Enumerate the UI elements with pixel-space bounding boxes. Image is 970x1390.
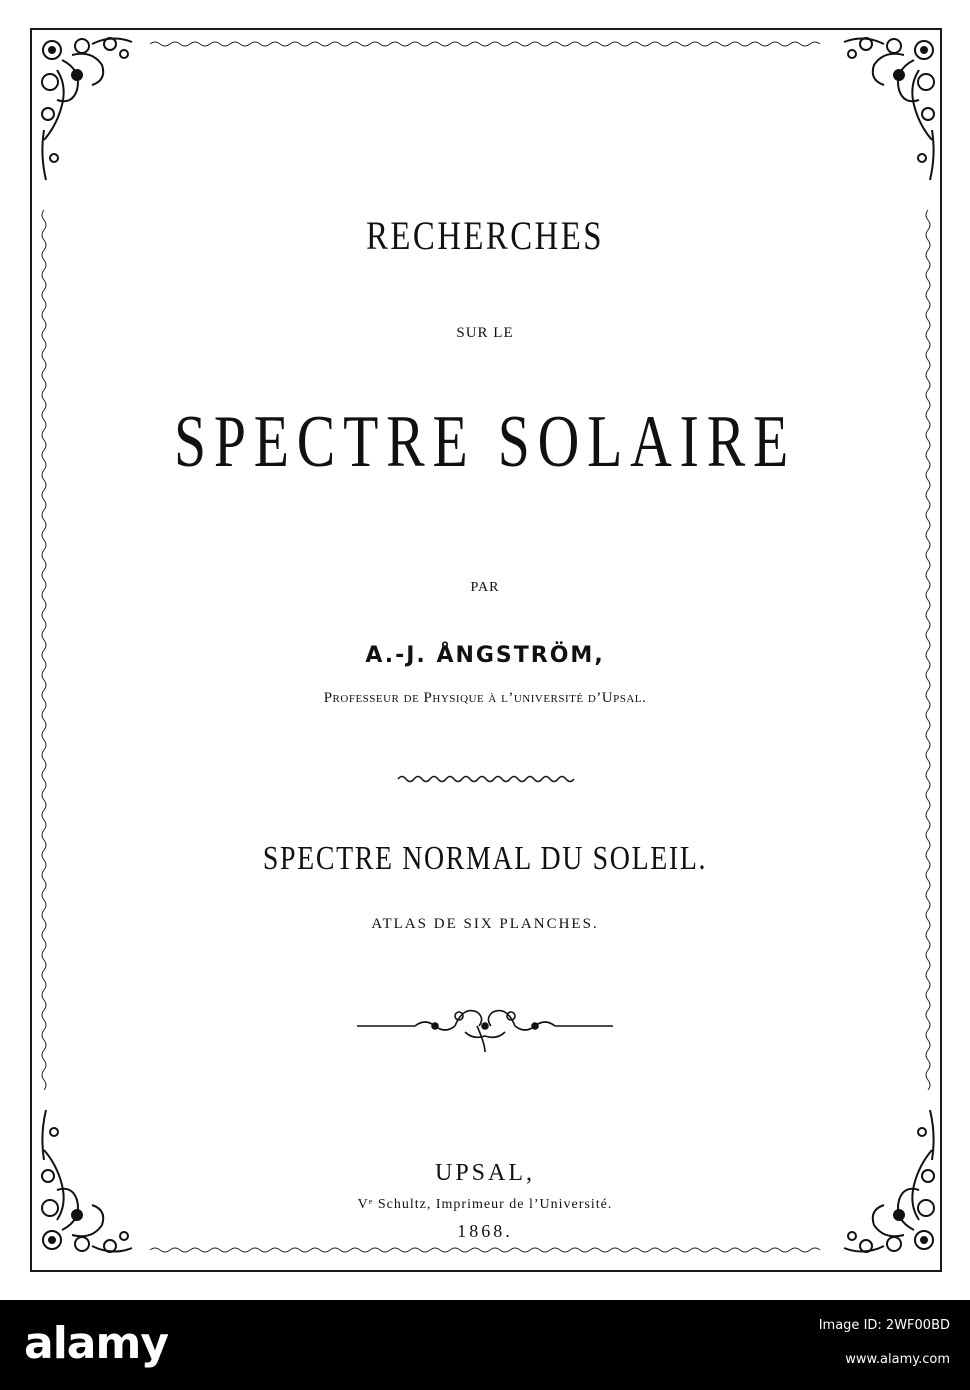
imprint-city: UPSAL, [434, 1160, 536, 1186]
watermark-brand: alamy [24, 1318, 168, 1369]
watermark-url: www.alamy.com [845, 1352, 950, 1367]
by-label: PAR [470, 580, 500, 595]
watermark-image-id: Image ID: 2WF00BD [818, 1318, 950, 1333]
title-line-2: SUR LE [456, 325, 514, 341]
main-title: SPECTRE SOLAIRE [173, 401, 797, 483]
watermark [0, 1300, 970, 1390]
imprint-year: 1868. [457, 1221, 513, 1241]
author-position: Professeur de Physique à l’université d’Upsal. [323, 690, 647, 706]
subtitle: SPECTRE NORMAL DU SOLEIL. [262, 840, 708, 877]
imprint-printer: Vᵉ Schultz, Imprimeur de l’Université. [357, 1197, 613, 1212]
scroll-flourish-icon [355, 998, 615, 1054]
atlas-note: ATLAS DE SIX PLANCHES. [371, 916, 599, 932]
floral-scroll-corner-icon [834, 30, 944, 190]
title-line-1: RECHERCHES [366, 213, 604, 258]
floral-scroll-corner-icon [32, 30, 142, 190]
wavy-rule-icon [396, 772, 576, 786]
author-name: A.-J. ÅNGSTRÖM, [365, 643, 605, 668]
